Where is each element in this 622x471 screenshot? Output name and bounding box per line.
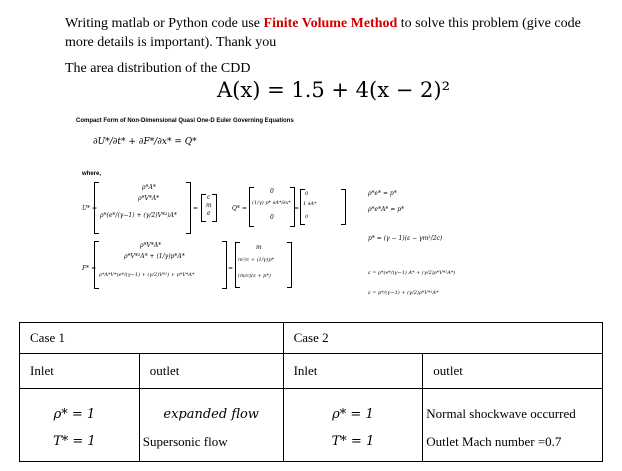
- q-entry-3: 0: [270, 214, 274, 221]
- u-entry-1: ρ*A*: [142, 184, 156, 191]
- case-2-inlet-cell: [283, 389, 423, 462]
- f-equals: =: [228, 265, 234, 272]
- f-entry-2: ρ*V*²A* + (1/γ)p*A*: [124, 253, 185, 260]
- case-2-header: Case 2: [283, 323, 602, 354]
- uvec-e: e: [207, 210, 211, 217]
- case-2-inlet-temp: T* = 1: [331, 434, 375, 449]
- u-entry-2: ρ*V*A*: [138, 195, 160, 202]
- problem-statement: [65, 14, 585, 52]
- area-distribution-label: The area distribution of the CDD: [65, 61, 251, 76]
- table-subheader-row: [20, 354, 603, 389]
- fvec-momentum: m²/c + (1/γ)p*: [238, 257, 275, 263]
- case-2-inlet-header: Inlet: [283, 354, 423, 389]
- u-entry-3: ρ*(e*/(γ−1) + (γ/2)V*²)A*: [100, 212, 177, 219]
- qvec-zero-top: 0: [305, 191, 309, 197]
- f-entry-3: ρ*A*V*(e*/(γ−1) + (γ/2)V*²) + p*V*A*: [99, 272, 195, 278]
- boundary-conditions-table: [19, 322, 603, 462]
- case-1-inlet-rho: ρ* = 1: [53, 407, 96, 422]
- case-2-inlet-rho: ρ* = 1: [332, 407, 374, 422]
- fvec-m: m: [256, 244, 262, 251]
- area-formula: A(x) = 1.5 + 4(x − 2)²: [217, 78, 450, 102]
- case-1-outlet-cell: [139, 389, 283, 462]
- relation-4: ε = ρ*(e*/(γ−1) A* + (γ/2)ρ*V*²A*): [368, 270, 456, 276]
- case-1-inlet-header: Inlet: [20, 354, 140, 389]
- euler-equations-title: Compact Form of Non-Dimensional Quasi One-D Euler Governing Equations: [76, 118, 294, 124]
- relation-1: ρ*e* = p*: [368, 190, 397, 197]
- f-entry-1: ρ*V*A*: [140, 242, 162, 249]
- table-row: [20, 389, 603, 462]
- uvec-c: c: [207, 194, 211, 201]
- where-label: where,: [82, 171, 102, 177]
- q-entry-1: 0: [270, 188, 274, 195]
- intro-highlight: Finite Volume Method: [263, 16, 398, 31]
- f-label: F* =: [82, 265, 97, 272]
- case-1-header: Case 1: [20, 323, 284, 354]
- relation-2: ρ*e*A* = p*: [368, 206, 405, 213]
- q-entry-2: (1/γ) p* ∂A*/∂x*: [252, 200, 291, 206]
- case-1-outlet-header: outlet: [139, 354, 283, 389]
- case-2-outlet-cell: [423, 389, 603, 462]
- u-equals: =: [193, 205, 199, 212]
- case-1-inlet-temp: T* = 1: [53, 434, 96, 449]
- table-header-row: [20, 323, 603, 354]
- case-1-outlet-flow: expanded flow: [163, 406, 259, 422]
- f-right-bracket: [222, 241, 227, 289]
- case-1-outlet-regime: Supersonic flow: [142, 433, 228, 449]
- qvec-middle: 1 ∂A*: [303, 201, 317, 207]
- relation-3: p* = (γ − 1)(ε − γm²/2c): [368, 235, 443, 242]
- qvec-right-bracket: [341, 189, 346, 225]
- q-left-bracket: [249, 187, 254, 227]
- uvec-right-bracket: [212, 194, 217, 222]
- q-equals: =: [294, 205, 300, 212]
- u-right-bracket: [186, 182, 191, 234]
- fvec-left-bracket: [235, 242, 240, 288]
- case-2-outlet-shock: Normal shockwave occurred: [426, 406, 576, 421]
- intro-text-before: Writing matlab or Python code use: [65, 16, 264, 31]
- uvec-m: m: [206, 202, 212, 209]
- u-label: U* =: [82, 205, 97, 212]
- intro-text-after: to solve this problem (give code more details is important). Thank you: [65, 16, 581, 50]
- f-left-bracket: [94, 241, 99, 289]
- fvec-right-bracket: [287, 242, 292, 288]
- qvec-zero-bottom: 0: [305, 214, 309, 220]
- u-left-bracket: [94, 182, 99, 234]
- q-label: Q* =: [232, 205, 247, 212]
- case-2-outlet-header: outlet: [423, 354, 603, 389]
- case-1-inlet-cell: [20, 389, 140, 462]
- relation-5: ε = p*/(γ−1) + (γ/2)ρ*V*²A*: [368, 290, 439, 296]
- main-governing-equation: ∂U*/∂t* + ∂F*/∂x* = Q*: [93, 137, 197, 147]
- case-2-outlet-mach: Outlet Mach number =0.7: [426, 434, 562, 449]
- fvec-energy: (m/c)(ε + p*): [238, 273, 271, 279]
